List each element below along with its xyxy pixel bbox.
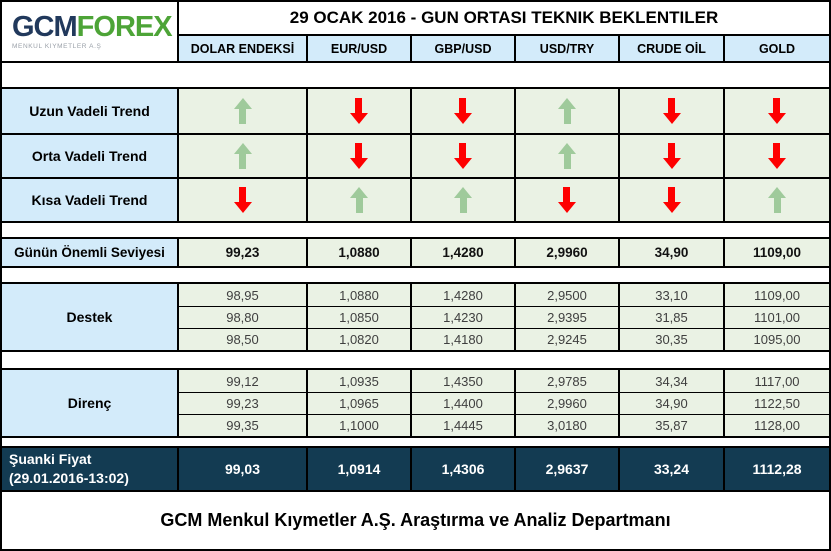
support-value: 98,95 — [177, 284, 306, 306]
current-price-section — [2, 446, 829, 492]
current-price-value: 2,9637 — [514, 448, 618, 490]
row-label-suanki-fiyat — [2, 448, 177, 490]
column-header-dolar-endeksi: DOLAR ENDEKSİ — [177, 36, 306, 61]
logo-forex-text: FOREX — [76, 11, 172, 43]
trend-arrow-icon — [454, 187, 472, 213]
trend-arrow-icon — [663, 98, 681, 124]
trend-arrow-icon — [350, 143, 368, 169]
resistance-value: 1128,00 — [723, 414, 829, 436]
support-section — [2, 282, 829, 352]
trend-cell — [306, 89, 410, 133]
page-title: 29 OCAK 2016 - GUN ORTASI TEKNIK BEKLENTILER — [177, 2, 829, 36]
support-value: 1,0880 — [306, 284, 410, 306]
resistance-value: 1,4445 — [410, 414, 514, 436]
footer-text: GCM Menkul Kıymetler A.Ş. Araştırma ve Analiz Departmanı — [2, 492, 829, 549]
resistance-value: 1,4400 — [410, 392, 514, 414]
trend-cell — [177, 177, 306, 221]
column-header-gold: GOLD — [723, 36, 829, 61]
column-header-crude-oil: CRUDE OİL — [618, 36, 723, 61]
important-level-value: 99,23 — [177, 239, 306, 266]
resistance-value: 2,9785 — [514, 370, 618, 392]
resistance-value: 99,35 — [177, 414, 306, 436]
header-section — [2, 2, 829, 63]
resistance-value: 99,12 — [177, 370, 306, 392]
current-price-value: 1,4306 — [410, 448, 514, 490]
resistance-value: 1117,00 — [723, 370, 829, 392]
important-level-value: 1,0880 — [306, 239, 410, 266]
resistance-value: 34,34 — [618, 370, 723, 392]
support-value: 1,4180 — [410, 328, 514, 350]
resistance-value: 35,87 — [618, 414, 723, 436]
column-header-gbpusd: GBP/USD — [410, 36, 514, 61]
support-value: 31,85 — [618, 306, 723, 328]
resistance-value: 1,1000 — [306, 414, 410, 436]
spacer — [2, 63, 829, 87]
row-label-kisa-vadeli-trend: Kısa Vadeli Trend — [2, 177, 177, 221]
support-value: 98,80 — [177, 306, 306, 328]
row-label-uzun-vadeli-trend: Uzun Vadeli Trend — [2, 89, 177, 133]
logo-gcm-text: GCM — [12, 11, 77, 43]
spacer — [2, 268, 829, 282]
support-value: 1,4280 — [410, 284, 514, 306]
support-value: 98,50 — [177, 328, 306, 350]
important-level-value: 34,90 — [618, 239, 723, 266]
important-level-section — [2, 237, 829, 268]
logo — [2, 2, 177, 61]
resistance-value: 1,0935 — [306, 370, 410, 392]
trend-cell — [306, 133, 410, 177]
trend-arrow-icon — [663, 187, 681, 213]
resistance-value: 1,4350 — [410, 370, 514, 392]
support-value: 2,9395 — [514, 306, 618, 328]
trend-cell — [410, 177, 514, 221]
trend-arrow-icon — [558, 98, 576, 124]
column-header-eurusd: EUR/USD — [306, 36, 410, 61]
support-value: 1,0850 — [306, 306, 410, 328]
trend-cell — [177, 89, 306, 133]
current-price-value: 33,24 — [618, 448, 723, 490]
spacer — [2, 438, 829, 446]
trend-arrow-icon — [768, 143, 786, 169]
current-price-value: 1112,28 — [723, 448, 829, 490]
resistance-section — [2, 368, 829, 438]
trend-arrow-icon — [454, 98, 472, 124]
important-level-value: 1,4280 — [410, 239, 514, 266]
trend-cell — [514, 89, 618, 133]
resistance-value: 99,23 — [177, 392, 306, 414]
row-label-gunun-onemli-seviyesi: Günün Önemli Seviyesi — [2, 239, 177, 266]
current-price-timestamp: (29.01.2016-13:02) — [9, 470, 129, 486]
support-value: 1,4230 — [410, 306, 514, 328]
support-value: 1095,00 — [723, 328, 829, 350]
column-header-usdtry: USD/TRY — [514, 36, 618, 61]
trend-arrow-icon — [350, 187, 368, 213]
current-price-value: 1,0914 — [306, 448, 410, 490]
trend-arrow-icon — [350, 98, 368, 124]
trend-cell — [306, 177, 410, 221]
row-label-direnc: Direnç — [2, 370, 177, 436]
support-value: 2,9245 — [514, 328, 618, 350]
support-value: 33,10 — [618, 284, 723, 306]
trend-cell — [514, 177, 618, 221]
spacer — [2, 223, 829, 237]
resistance-value: 1122,50 — [723, 392, 829, 414]
logo-wordmark — [12, 13, 177, 42]
trend-cell — [410, 89, 514, 133]
logo-subtitle: MENKUL KIYMETLER A.Ş — [12, 43, 102, 50]
trend-arrow-icon — [454, 143, 472, 169]
trend-arrow-icon — [558, 143, 576, 169]
trend-cell — [723, 133, 829, 177]
trend-arrow-icon — [234, 143, 252, 169]
resistance-value: 34,90 — [618, 392, 723, 414]
support-value: 30,35 — [618, 328, 723, 350]
trend-cell — [723, 89, 829, 133]
trend-arrow-icon — [558, 187, 576, 213]
row-label-orta-vadeli-trend: Orta Vadeli Trend — [2, 133, 177, 177]
resistance-value: 3,0180 — [514, 414, 618, 436]
current-price-value: 99,03 — [177, 448, 306, 490]
trend-arrow-icon — [768, 187, 786, 213]
trend-cell — [618, 89, 723, 133]
trend-cell — [618, 177, 723, 221]
important-level-value: 2,9960 — [514, 239, 618, 266]
resistance-value: 2,9960 — [514, 392, 618, 414]
trend-cell — [723, 177, 829, 221]
trend-arrow-icon — [663, 143, 681, 169]
support-value: 1101,00 — [723, 306, 829, 328]
spacer — [2, 352, 829, 368]
trend-cell — [514, 133, 618, 177]
trend-cell — [177, 133, 306, 177]
trend-cell — [618, 133, 723, 177]
trend-arrow-icon — [234, 187, 252, 213]
important-level-value: 1109,00 — [723, 239, 829, 266]
trend-cell — [410, 133, 514, 177]
trend-arrow-icon — [234, 98, 252, 124]
support-value: 1109,00 — [723, 284, 829, 306]
row-label-destek: Destek — [2, 284, 177, 350]
support-value: 1,0820 — [306, 328, 410, 350]
trend-arrow-icon — [768, 98, 786, 124]
support-value: 2,9500 — [514, 284, 618, 306]
trend-section — [2, 87, 829, 223]
current-price-label: Şuanki Fiyat — [9, 451, 92, 468]
resistance-value: 1,0965 — [306, 392, 410, 414]
